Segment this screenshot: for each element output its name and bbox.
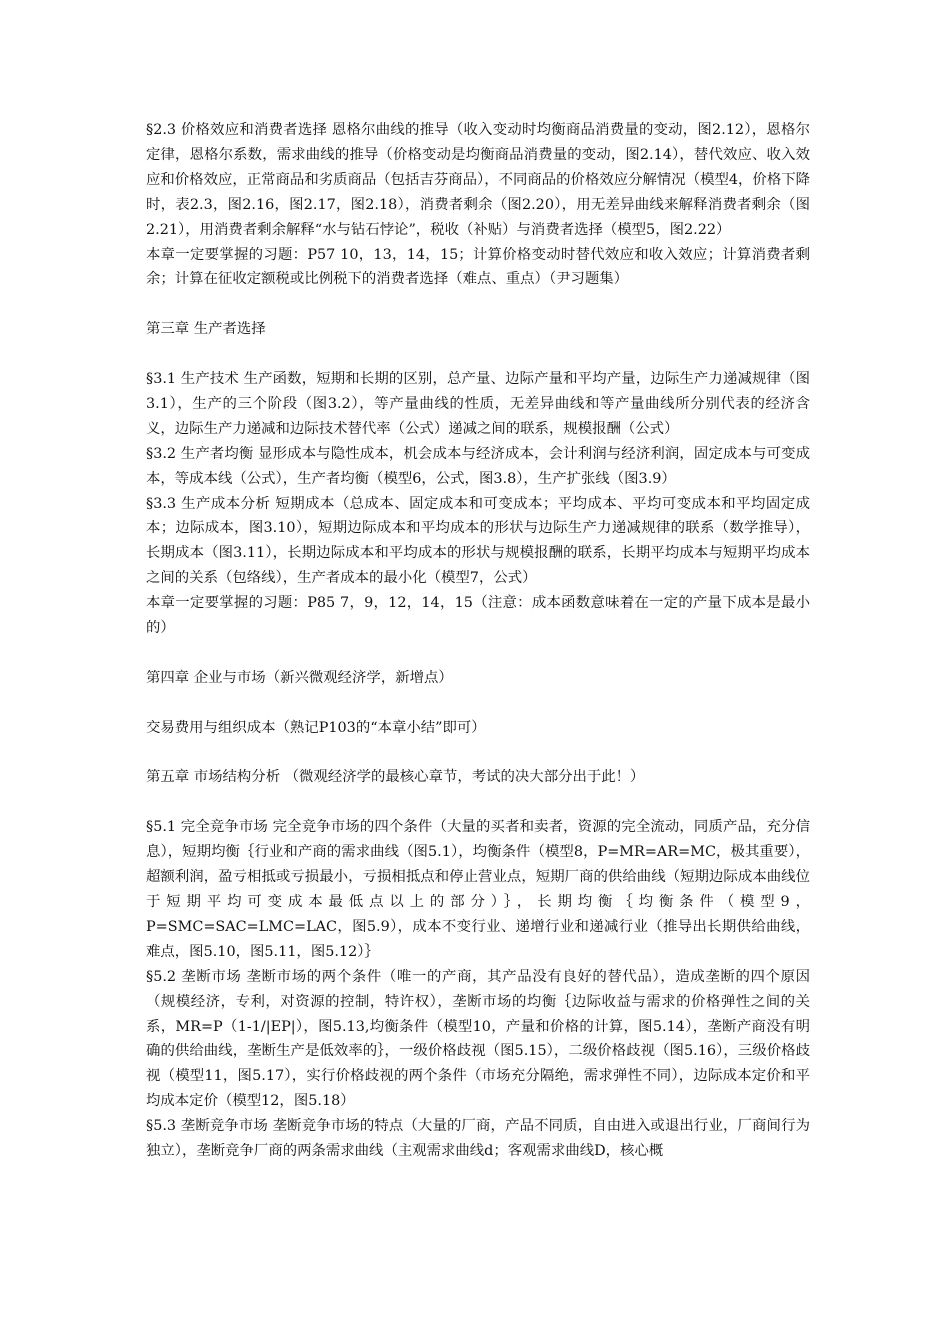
chapter-5-heading: 第五章 市场结构分析 （微观经济学的最核心章节，考试的决大部分出于此！）	[146, 769, 645, 786]
chapter-4-heading: 第四章 企业与市场（新兴微观经济学，新增点）	[146, 669, 453, 686]
spacer	[146, 790, 810, 815]
spacer	[146, 741, 810, 766]
section-5-2-paragraph: §5.2 垄断市场 垄断市场的两个条件（唯一的产商，其产品没有良好的替代品），造成垄断的四个原因（规模经济，专利，对资源的控制，特许权），垄断市场的均衡｛边际收益与需求的价格弹性之间的关系，MR=P（1-1/|EP|），图5.13,均衡条件（模型10，产量和价格的计算，图5.14），垄断产商没有明确的供给曲线，垄断生产是低效率的｝，一级价格歧视（图5.15），二级价格歧视（图5.16），三级价格歧视（模型11，图5.17），实行价格歧视的两个条件（市场充分隔绝，需求弹性不同），边际成本定价和平均成本定价（模型12，图5.18）	[146, 968, 810, 1110]
spacer	[146, 641, 810, 666]
section-3-2-paragraph: §3.2 生产者均衡 显形成本与隐性成本，机会成本与经济成本，会计利润与经济利润，固定成本与可变成本，等成本线（公式），生产者均衡（模型6，公式，图3.8），生产扩张线（图3.9）	[146, 445, 810, 487]
section-2-3-paragraph: §2.3 价格效应和消费者选择 恩格尔曲线的推导（收入变动时均衡商品消费量的变动，图2.12），恩格尔定律，恩格尔系数，需求曲线的推导（价格变动是均衡商品消费量的变动，图2.14），替代效应、收入效应和价格效应，正常商品和劣质商品（包括吉芬商品），不同商品的价格效应分解情况（模型4，价格下降时，表2.3，图2.16，图2.17，图2.18），消费者剩余（图2.20），用无差异曲线来解释消费者剩余（图2.21），用消费者剩余解释“水与钻石悖论”，税收（补贴）与消费者选择（模型5，图2.22）	[146, 122, 810, 238]
section-3-1-paragraph: §3.1 生产技术 生产函数，短期和长期的区别，总产量、边际产量和平均产量，边际生产力递减规律（图3.1），生产的三个阶段（图3.2），等产量曲线的性质，无差异曲线和等产量曲线所分别代表的经济含义，边际生产力递减和边际技术替代率（公式）递减之间的联系，规模报酬（公式）	[146, 371, 810, 437]
chapter-3-heading: 第三章 生产者选择	[146, 321, 266, 338]
section-5-3-paragraph: §5.3 垄断竞争市场 垄断竞争市场的特点（大量的厂商，产品不同质，自由进入或退出行业，厂商间行为独立），垄断竞争厂商的两条需求曲线（主观需求曲线d；客观需求曲线D，核心概	[146, 1118, 810, 1160]
transaction-cost-paragraph: 交易费用与组织成本（熟记P103的“本章小结”即可）	[146, 719, 486, 736]
spacer	[146, 342, 810, 367]
section-5-1-paragraph: §5.1 完全竞争市场 完全竞争市场的四个条件（大量的买者和卖者，资源的完全流动，同质产品，充分信息），短期均衡｛行业和产商的需求曲线（图5.1），均衡条件（模型8，P=MR=AR=MC，极其重要），超额利润，盈亏相抵或亏损最小，亏损相抵点和停止营业点，短期厂商的供给曲线（短期边际成本曲线位于短期平均可变成本最低点以上的部分）｝，长期均衡｛均衡条件（模型9，P=SMC=SAC=LMC=LAC，图5.9），成本不变行业、递增行业和递减行业（推导出长期供给曲线，难点，图5.10，图5.11，图5.12）｝	[146, 819, 810, 960]
section-3-3-paragraph: §3.3 生产成本分析 短期成本（总成本、固定成本和可变成本；平均成本、平均可变成本和平均固定成本；边际成本，图3.10），短期边际成本和平均成本的形状与边际生产力递减规律的联系（数学推导），长期成本（图3.11），长期边际成本和平均成本的形状与规模报酬的联系，长期平均成本与短期平均成本之间的关系（包络线），生产者成本的最小化（模型7，公式）	[146, 495, 810, 587]
document-page	[146, 118, 810, 1164]
chapter-3-exercises: 本章一定要掌握的习题：P85 7，9，12，14，15（注意：成本函数意味着在一定的产量下成本是最小的）	[146, 595, 810, 637]
chapter-2-exercises: 本章一定要掌握的习题：P57 10，13，14，15；计算价格变动时替代效应和收入效应；计算消费者剩余；计算在征收定额税或比例税下的消费者选择（难点、重点）（尹习题集）	[146, 246, 810, 288]
spacer	[146, 691, 810, 716]
spacer	[146, 292, 810, 317]
